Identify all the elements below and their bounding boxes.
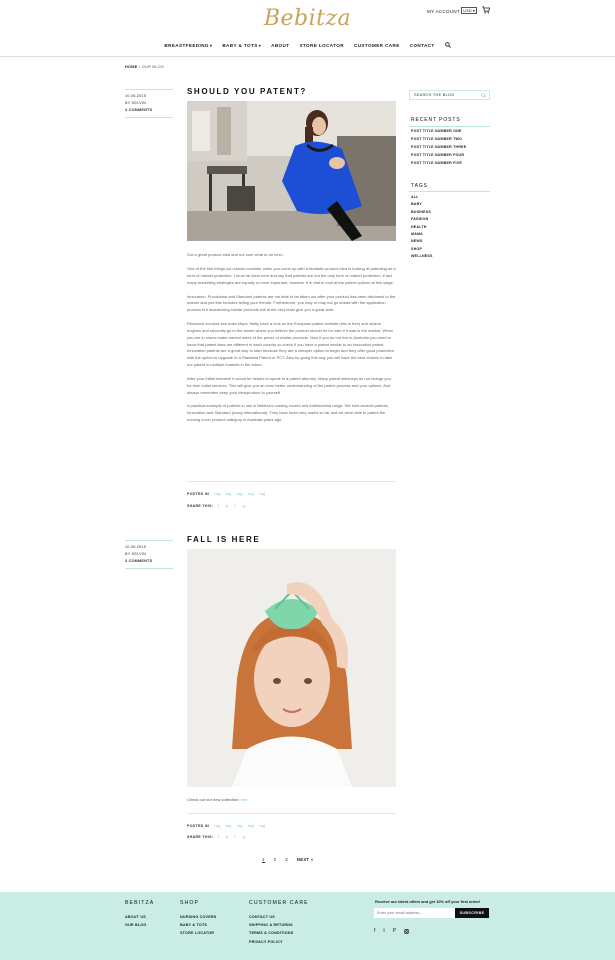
social-links xyxy=(374,928,409,934)
breadcrumb-separator: / xyxy=(138,65,141,69)
tag-link[interactable]: tag xyxy=(236,492,243,496)
pinterest-icon[interactable]: p xyxy=(225,503,229,508)
footer-link[interactable]: STORE LOCATOR xyxy=(180,931,215,936)
footer-link[interactable]: ABOUT US xyxy=(125,915,146,919)
post-title[interactable]: FALL IS HERE xyxy=(187,535,261,544)
share-row xyxy=(187,503,247,508)
footer-column-bebitza xyxy=(125,900,154,929)
tag-link[interactable]: tag xyxy=(248,824,254,828)
post-date: 10.06.2015 xyxy=(125,94,147,98)
header-divider xyxy=(0,56,615,57)
currency-select[interactable]: USD ▾ xyxy=(461,7,477,14)
cart-icon[interactable] xyxy=(482,6,490,14)
post-author: BY KELVIN xyxy=(125,552,147,556)
footer-link[interactable]: NURSING COVERS xyxy=(180,915,217,919)
footer-heading: BEBITZA xyxy=(125,900,155,906)
post-paragraph: Got a great product idea and not sure what to do next... xyxy=(187,252,286,257)
sidebar-tag-link[interactable]: ALL xyxy=(411,195,419,199)
post-body xyxy=(187,252,396,431)
footer-link[interactable]: TERMS & CONDITIONS xyxy=(249,931,294,936)
footer-link[interactable]: PRIVACY POLICY xyxy=(249,939,283,944)
posted-in-label: POSTED IN xyxy=(187,824,210,828)
posted-in xyxy=(187,492,265,496)
site-footer xyxy=(0,892,615,960)
search-icon[interactable] xyxy=(445,42,451,48)
blog-search-input[interactable] xyxy=(409,90,490,100)
sidebar-tag-link[interactable]: FASHION xyxy=(411,217,429,222)
tag-link[interactable]: tag xyxy=(259,824,266,828)
footer-link[interactable]: BABY & TOTS xyxy=(180,923,208,928)
sidebar-tag-link[interactable]: WELLNESS xyxy=(411,254,433,259)
sidebar-tag-link[interactable]: MAMA xyxy=(411,232,423,237)
my-account-link[interactable]: MY ACCOUNT xyxy=(427,9,460,14)
facebook-icon[interactable]: f xyxy=(217,503,219,508)
tag-link[interactable]: tag xyxy=(225,492,232,496)
recent-post-link[interactable]: POST TITLE NUMBER TWO xyxy=(411,136,463,141)
twitter-icon[interactable]: t xyxy=(383,928,385,934)
nav-breastfeeding[interactable] xyxy=(164,43,212,53)
meta-divider xyxy=(125,117,173,118)
subscribe-button[interactable]: SUBSCRIBE xyxy=(455,908,489,918)
twitter-icon[interactable]: t xyxy=(234,834,236,839)
pinterest-icon[interactable]: p xyxy=(225,834,229,839)
tag-link[interactable]: tag xyxy=(225,824,232,828)
post-image[interactable] xyxy=(187,549,396,787)
footer-link[interactable]: OUR BLOG xyxy=(125,923,147,928)
nav-label: BABY & TOTS xyxy=(222,43,258,48)
recent-posts-heading: RECENT POSTS xyxy=(411,117,461,123)
email-field[interactable]: Enter your email address... xyxy=(374,908,455,918)
share-label: SHARE THIS: xyxy=(187,835,214,839)
newsletter-text: Receive our latest offers and get 10% off your first order! xyxy=(375,899,481,904)
share-label: SHARE THIS: xyxy=(187,504,214,508)
sidebar-divider xyxy=(409,191,490,192)
recent-post-link[interactable]: POST TITLE NUMBER THREE xyxy=(411,144,467,149)
sidebar-tag-link[interactable]: BUSINESS xyxy=(411,209,431,214)
collection-link[interactable]: here xyxy=(239,797,248,802)
post-paragraph: A practical example of patents in use is Bebitza's nursing covers and Antibacterial range. We hold several patents, Innovation and Standard (many international). They have been very useful so far and we were able to patent the nursing cover product category in Australia years ago. xyxy=(187,403,389,423)
pinterest-icon[interactable]: P xyxy=(392,928,397,934)
google-plus-icon[interactable]: g xyxy=(242,503,246,508)
recent-post-link[interactable]: POST TITLE NUMBER FOUR xyxy=(411,152,465,157)
page-link[interactable]: 3 xyxy=(285,857,288,862)
nav-contact[interactable]: CONTACT xyxy=(409,43,435,48)
sidebar-tag-link[interactable]: NEWS xyxy=(411,239,423,244)
post-divider xyxy=(187,481,396,482)
tags-list xyxy=(411,194,433,261)
recent-post-link[interactable]: POST TITLE NUMBER ONE xyxy=(411,129,462,133)
page-link-current[interactable]: 1 xyxy=(262,857,265,862)
tag-link[interactable]: tag xyxy=(236,824,243,828)
post-title[interactable]: SHOULD YOU PATENT? xyxy=(187,87,307,96)
footer-heading: CUSTOMER CARE xyxy=(249,900,309,906)
nav-label: BREASTFEEDING xyxy=(164,43,209,48)
post-date: 10.06.2015 xyxy=(125,545,147,549)
chevron-down-icon: ▾ xyxy=(209,43,213,48)
meta-divider xyxy=(125,540,173,541)
post-paragraph: One of the first things you should consider when you come up with a fantastic product idea is looking at patenting as a form of market protection. I must be clear here and say that patents are not the only form of market protection, if fact many marketing strategies are equally or more important, however it is vital to look at the patent options at this stage. xyxy=(187,265,396,285)
google-plus-icon[interactable]: g xyxy=(242,834,246,839)
post-paragraph: After your initial research it would be helpful to speak to a patent attorney. Many patent attorneys do not charge you for their initial services. This will give you an even better understanding of the patent process and your options. And always remember keep your idea/product to yourself. xyxy=(187,375,391,395)
main-nav xyxy=(0,43,615,53)
post-author: BY KELVIN xyxy=(125,101,147,105)
brand-logo[interactable]: Bebitza xyxy=(263,6,352,31)
post-paragraph xyxy=(187,797,396,804)
post-paragraph: Research involves two main steps: firstly have a look on the European patent website (this is free) and search engines and secondly go to the stores where you believe the product should be for sale if it was in the market. When you are in stores make mental notes of the prices of similar products. Now if you do not live in Australia you need to know that patent laws are different in each country so check if you have a patent similar to an innovation patent. Innovation patents are a great way to start because they are a cheaper option to begin and they offer good protection with the option to upgrade to a Standard Patent or PCT. Also by going this way you will have the best chance to take our patent in multiple markets in the future. xyxy=(187,321,394,367)
tags-heading: TAGS xyxy=(411,183,428,189)
share-row xyxy=(187,834,247,839)
twitter-icon[interactable]: t xyxy=(234,503,236,508)
breadcrumb-current: OUR BLOG xyxy=(141,65,165,69)
breadcrumb xyxy=(125,65,164,69)
next-page-link[interactable]: NEXT » xyxy=(296,857,314,862)
recent-posts-list xyxy=(411,128,466,168)
sidebar-tag-link[interactable]: HEALTH xyxy=(411,224,427,229)
post-meta xyxy=(125,89,173,118)
post-text: Check out our new collection xyxy=(187,797,239,802)
recent-post-link[interactable]: POST TITLE NUMBER FIVE xyxy=(411,160,462,165)
footer-heading: SHOP xyxy=(180,900,200,906)
post-divider xyxy=(187,813,396,814)
posted-in xyxy=(187,824,265,828)
tag-link[interactable]: tag xyxy=(259,492,266,496)
nav-store-locator[interactable]: STORE LOCATOR xyxy=(299,43,344,48)
post-image[interactable] xyxy=(187,101,396,241)
pagination xyxy=(262,857,313,863)
footer-column-shop xyxy=(180,900,216,938)
tag-link[interactable]: tag xyxy=(214,492,221,496)
post-paragraph: Innovation, Provisional and Standard patents are not able to be taken out after your product has been disclosed to the market and yes this includes telling your friends. Furthermore, you may or may not go ahead with the application process but researching similar products will at the very least give you a great start. xyxy=(187,293,396,313)
meta-divider xyxy=(125,568,173,569)
facebook-icon[interactable]: f xyxy=(217,834,219,839)
post-meta xyxy=(125,540,173,569)
facebook-icon[interactable]: f xyxy=(374,928,376,934)
nav-about[interactable]: ABOUT xyxy=(271,43,290,48)
search-icon[interactable] xyxy=(481,93,486,98)
post-body xyxy=(187,797,396,811)
post-comments-link[interactable]: 3 COMMENTS xyxy=(125,108,153,112)
footer-link[interactable]: SHIPPING & RETURNS xyxy=(249,923,293,928)
blog-search-placeholder: SEARCH THE BLOG xyxy=(414,93,455,97)
tag-link[interactable]: tag xyxy=(214,824,221,828)
posted-in-label: POSTED IN xyxy=(187,492,210,496)
sidebar-tag-link[interactable]: BABY xyxy=(411,202,422,207)
tag-link[interactable]: tag xyxy=(248,492,254,496)
post-comments-link[interactable]: 3 COMMENTS xyxy=(125,559,153,563)
sidebar-tag-link[interactable]: SHOP xyxy=(411,246,422,251)
nav-baby-tots[interactable] xyxy=(222,43,261,53)
footer-column-customer-care xyxy=(249,900,309,946)
instagram-icon[interactable] xyxy=(404,929,409,934)
page-link[interactable]: 2 xyxy=(273,857,277,862)
meta-divider xyxy=(125,89,173,90)
nav-customer-care[interactable]: CUSTOMER CARE xyxy=(353,43,400,48)
footer-link[interactable]: CONTACT US xyxy=(249,915,275,919)
breadcrumb-home[interactable]: HOME xyxy=(125,65,138,69)
sidebar-divider xyxy=(409,126,490,127)
chevron-down-icon: ▾ xyxy=(258,43,262,48)
